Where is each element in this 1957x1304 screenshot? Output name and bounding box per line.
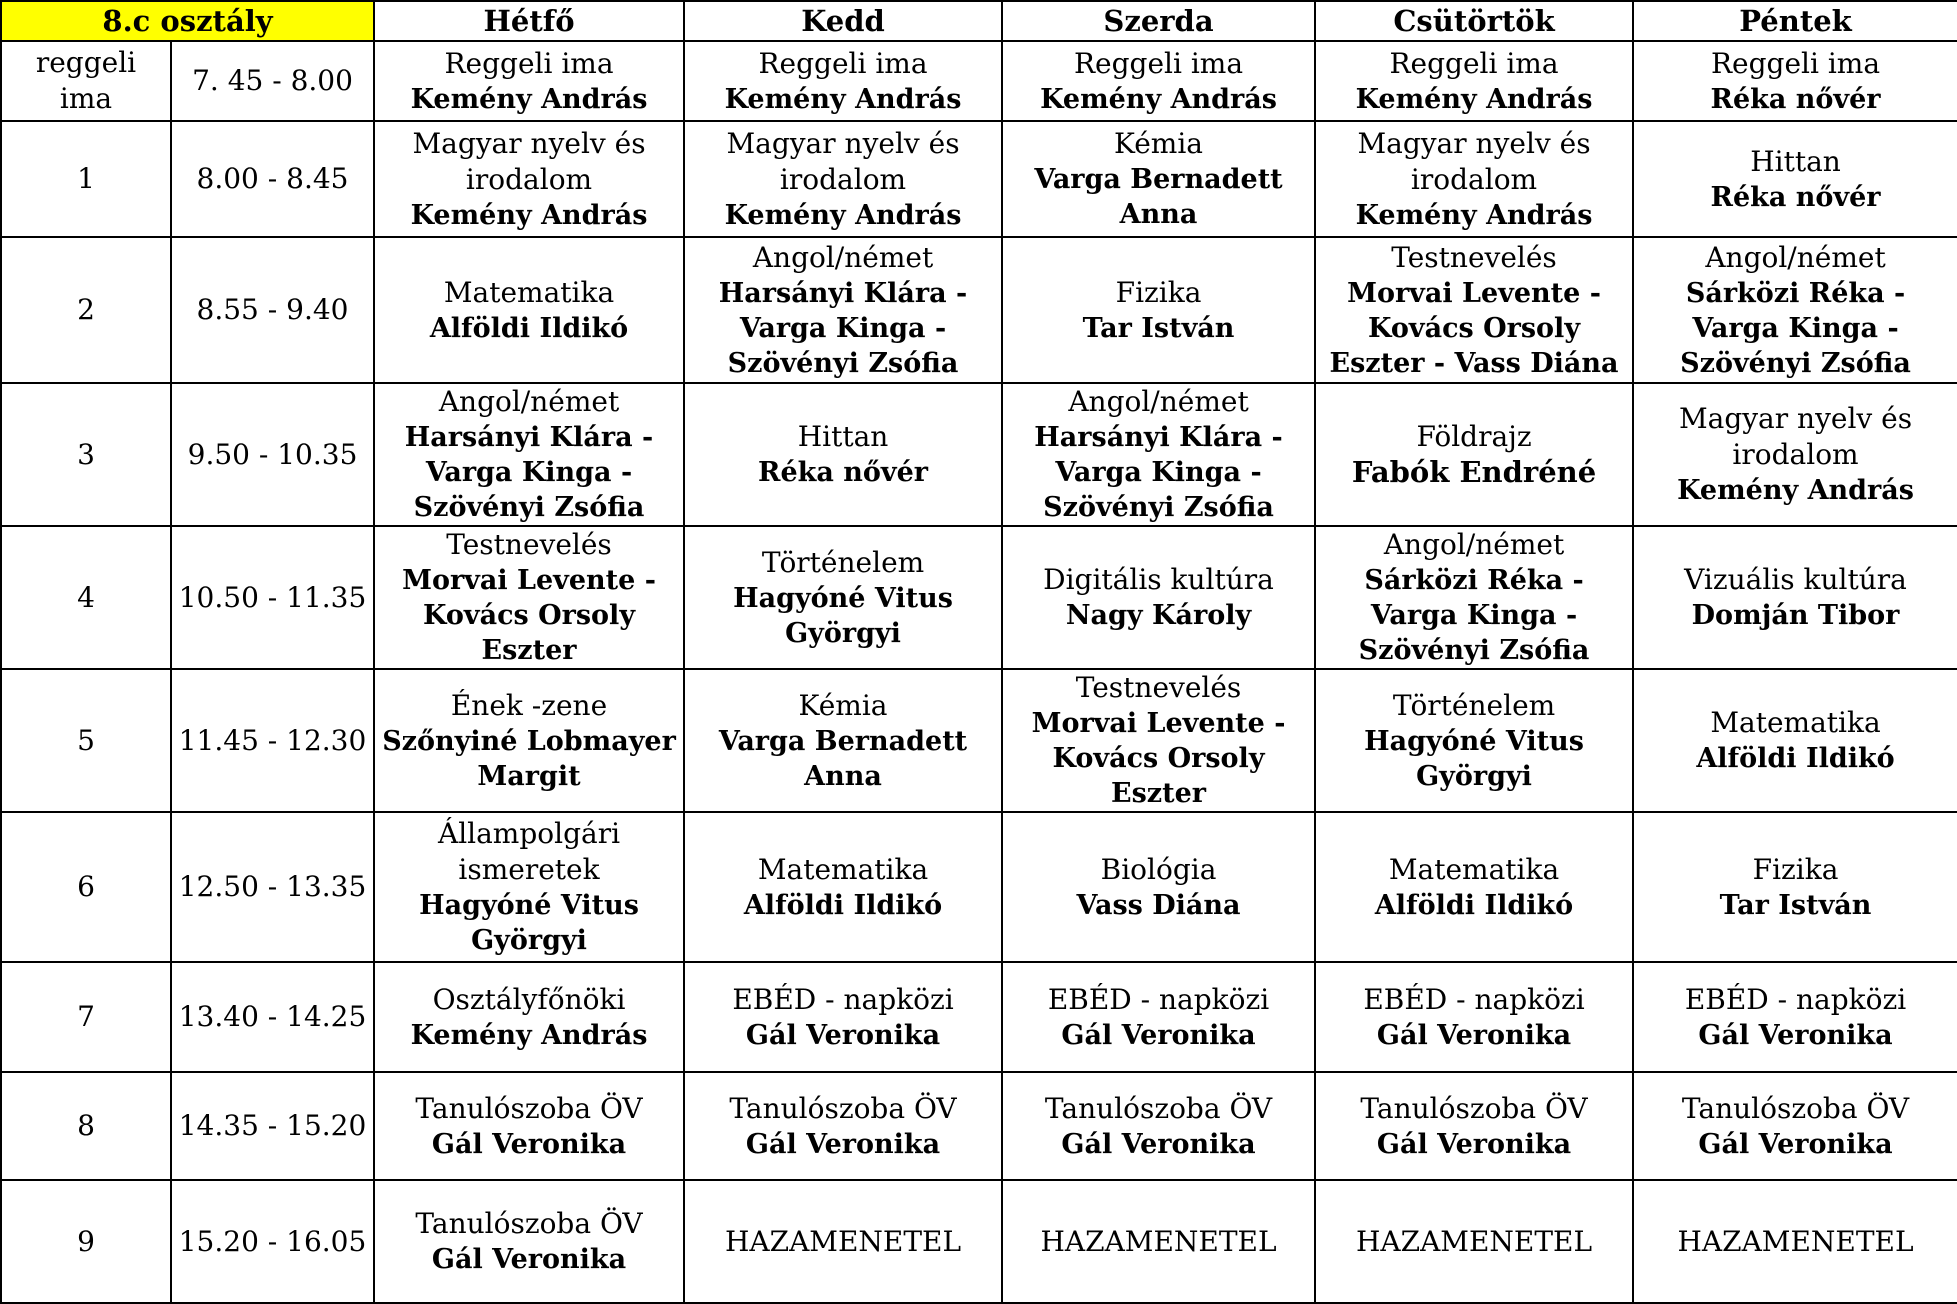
lesson-teacher: Vass Diána bbox=[1076, 889, 1241, 921]
lesson-teacher: Gál Veronika bbox=[431, 1128, 627, 1160]
lesson-cell bbox=[684, 812, 1002, 962]
lesson-subject: Reggeli ima bbox=[1073, 46, 1244, 80]
lesson-teacher: Hagyóné Vitus Györgyi bbox=[733, 582, 953, 649]
period-time: 7. 45 - 8.00 bbox=[171, 41, 374, 121]
period-number: 6 bbox=[1, 812, 171, 962]
lesson-subject: Történelem bbox=[761, 545, 925, 579]
period-time: 12.50 - 13.35 bbox=[171, 812, 374, 962]
lesson-subject: Tanulószoba ÖV bbox=[1681, 1091, 1910, 1125]
period-row bbox=[1, 526, 1957, 669]
lesson-cell bbox=[1002, 121, 1315, 237]
lesson-subject: HAZAMENETEL bbox=[724, 1224, 962, 1258]
lesson-teacher: Hagyóné Vitus Györgyi bbox=[419, 890, 639, 956]
lesson-cell bbox=[1633, 669, 1957, 812]
period-row bbox=[1, 1072, 1957, 1180]
lesson-teacher: Gál Veronika bbox=[1061, 1019, 1256, 1051]
lesson-teacher: Domján Tibor bbox=[1691, 600, 1900, 631]
lesson-cell bbox=[1002, 1180, 1315, 1303]
lesson-subject: Reggeli ima bbox=[444, 46, 614, 80]
lesson-subject: Matematika bbox=[1388, 852, 1560, 886]
lesson-subject: Osztályfőnöki bbox=[432, 982, 626, 1016]
lesson-subject: Állampolgári ismeretek bbox=[437, 817, 621, 886]
lesson-subject: Reggeli ima bbox=[1710, 46, 1881, 80]
lesson-teacher: Harsányi Klára - Varga Kinga -Szövényi Zsófia bbox=[718, 277, 968, 379]
lesson-subject: Vizuális kultúra bbox=[1684, 563, 1907, 596]
day-header: Csütörtök bbox=[1315, 1, 1633, 41]
period-number: 2 bbox=[1, 237, 171, 383]
lesson-teacher: Kemény András bbox=[724, 83, 962, 115]
lesson-subject: Digitális kultúra bbox=[1043, 563, 1274, 596]
lesson-teacher: Harsányi Klára - Varga Kinga -Szövényi Zsófia bbox=[1034, 422, 1283, 523]
lesson-teacher: Gál Veronika bbox=[431, 1244, 627, 1275]
lesson-teacher: Kemény András bbox=[724, 199, 962, 231]
period-time: 11.45 - 12.30 bbox=[171, 669, 374, 812]
period-row bbox=[1, 237, 1957, 383]
lesson-teacher: Gál Veronika bbox=[1376, 1019, 1572, 1051]
lesson-subject: Tanulószoba ÖV bbox=[415, 1091, 643, 1125]
lesson-subject: Tanulószoba ÖV bbox=[415, 1207, 643, 1240]
lesson-cell bbox=[374, 1072, 684, 1180]
period-row bbox=[1, 1180, 1957, 1303]
lesson-subject: Matematika bbox=[1710, 706, 1881, 739]
period-row bbox=[1, 812, 1957, 962]
lesson-subject: Angol/német bbox=[1383, 528, 1565, 561]
lesson-subject: Fizika bbox=[1115, 275, 1202, 309]
period-number: 4 bbox=[1, 526, 171, 669]
period-time: 13.40 - 14.25 bbox=[171, 962, 374, 1072]
period-number: 8 bbox=[1, 1072, 171, 1180]
lesson-cell bbox=[1002, 1072, 1315, 1180]
lesson-teacher: Szőnyiné Lobmayer Margit bbox=[382, 725, 676, 792]
lesson-teacher: Kemény András bbox=[1040, 83, 1277, 115]
lesson-cell bbox=[1633, 41, 1957, 121]
lesson-subject: Hittan bbox=[1750, 144, 1841, 178]
period-time: 9.50 - 10.35 bbox=[171, 383, 374, 526]
lesson-subject: Angol/német bbox=[1068, 385, 1249, 418]
header-row bbox=[1, 1, 1957, 41]
lesson-cell bbox=[374, 237, 684, 383]
lesson-teacher: Alföldi Ildikó bbox=[429, 312, 629, 344]
lesson-cell bbox=[374, 526, 684, 669]
lesson-subject: Magyar nyelv és irodalom bbox=[726, 126, 960, 196]
lesson-cell bbox=[374, 383, 684, 526]
lesson-cell bbox=[1315, 237, 1633, 383]
day-header: Szerda bbox=[1002, 1, 1315, 41]
lesson-cell bbox=[684, 41, 1002, 121]
lesson-teacher: Kemény András bbox=[410, 199, 648, 231]
lesson-cell bbox=[1633, 383, 1957, 526]
lesson-cell bbox=[1315, 526, 1633, 669]
lesson-teacher: Kemény András bbox=[1677, 475, 1914, 506]
lesson-subject: EBÉD - napközi bbox=[1684, 982, 1907, 1016]
lesson-teacher: Nagy Károly bbox=[1065, 600, 1252, 631]
period-time: 10.50 - 11.35 bbox=[171, 526, 374, 669]
period-row bbox=[1, 41, 1957, 121]
period-row bbox=[1, 962, 1957, 1072]
lesson-teacher: Tar István bbox=[1719, 889, 1872, 921]
lesson-subject: Tanulószoba ÖV bbox=[1044, 1091, 1273, 1125]
lesson-teacher: Gál Veronika bbox=[745, 1019, 941, 1051]
lesson-cell bbox=[1315, 812, 1633, 962]
lesson-subject: Testnevelés bbox=[446, 528, 612, 561]
lesson-subject: Tanulószoba ÖV bbox=[729, 1091, 957, 1125]
lesson-subject: Testnevelés bbox=[1391, 240, 1557, 274]
lesson-teacher: Gál Veronika bbox=[1698, 1019, 1893, 1051]
lesson-subject: EBÉD - napközi bbox=[1363, 982, 1585, 1016]
lesson-cell bbox=[1315, 121, 1633, 237]
lesson-teacher: Réka nővér bbox=[1710, 181, 1881, 213]
lesson-teacher: Varga Bernadett Anna bbox=[1034, 164, 1283, 230]
lesson-cell bbox=[684, 1072, 1002, 1180]
lesson-cell bbox=[374, 812, 684, 962]
lesson-cell bbox=[684, 237, 1002, 383]
period-time: 15.20 - 16.05 bbox=[171, 1180, 374, 1303]
lesson-cell bbox=[684, 962, 1002, 1072]
lesson-subject: Kémia bbox=[798, 688, 888, 722]
lesson-teacher: Kemény András bbox=[1355, 83, 1593, 115]
lesson-teacher: Harsányi Klára - Varga Kinga -Szövényi Zsófia bbox=[404, 422, 654, 523]
period-time: 14.35 - 15.20 bbox=[171, 1072, 374, 1180]
lesson-subject: HAZAMENETEL bbox=[1355, 1224, 1593, 1258]
lesson-subject: Reggeli ima bbox=[1389, 46, 1559, 80]
lesson-teacher: Gál Veronika bbox=[1698, 1128, 1893, 1160]
lesson-subject: HAZAMENETEL bbox=[1040, 1224, 1277, 1258]
lesson-subject: Testnevelés bbox=[1075, 671, 1242, 704]
lesson-subject: Angol/német bbox=[1705, 240, 1886, 274]
lesson-cell bbox=[1633, 237, 1957, 383]
lesson-teacher: Kemény András bbox=[1355, 199, 1593, 231]
lesson-subject: Magyar nyelv és irodalom bbox=[1357, 126, 1591, 196]
lesson-subject: Matematika bbox=[443, 275, 615, 309]
lesson-teacher: Kemény András bbox=[410, 1019, 648, 1051]
period-number: 3 bbox=[1, 383, 171, 526]
period-time: 8.55 - 9.40 bbox=[171, 237, 374, 383]
lesson-teacher: Réka nővér bbox=[1710, 83, 1881, 115]
lesson-subject: Ének -zene bbox=[450, 688, 608, 722]
lesson-cell bbox=[1002, 962, 1315, 1072]
lesson-teacher: Hagyóné Vitus Györgyi bbox=[1364, 725, 1584, 792]
lesson-teacher: Alföldi Ildikó bbox=[743, 889, 943, 921]
lesson-subject: Magyar nyelv és irodalom bbox=[412, 126, 646, 196]
lesson-cell bbox=[1002, 41, 1315, 121]
lesson-teacher: Morvai Levente - Kovács Orsoly Eszter bbox=[1031, 708, 1286, 809]
lesson-teacher: Sárközi Réka - Varga Kinga -Szövényi Zsófia bbox=[1358, 565, 1590, 666]
lesson-cell bbox=[1315, 383, 1633, 526]
lesson-teacher: Gál Veronika bbox=[745, 1128, 941, 1160]
lesson-cell bbox=[1002, 526, 1315, 669]
period-number: 1 bbox=[1, 121, 171, 237]
period-number: 7 bbox=[1, 962, 171, 1072]
lesson-cell bbox=[1315, 1180, 1633, 1303]
lesson-subject: Tanulószoba ÖV bbox=[1360, 1091, 1588, 1125]
lesson-subject: EBÉD - napközi bbox=[1047, 982, 1270, 1016]
lesson-teacher: Alföldi Ildikó bbox=[1696, 743, 1895, 774]
lesson-teacher: Sárközi Réka - Varga Kinga -Szövényi Zsófia bbox=[1680, 277, 1911, 379]
lesson-cell bbox=[374, 121, 684, 237]
lesson-subject: Kémia bbox=[1114, 127, 1203, 160]
lesson-cell bbox=[374, 669, 684, 812]
lesson-subject: EBÉD - napközi bbox=[732, 982, 954, 1016]
lesson-teacher: Alföldi Ildikó bbox=[1374, 889, 1574, 921]
period-number: reggeli ima bbox=[1, 41, 171, 121]
lesson-subject: Reggeli ima bbox=[758, 46, 928, 80]
lesson-cell bbox=[1315, 669, 1633, 812]
lesson-cell bbox=[1315, 41, 1633, 121]
lesson-cell bbox=[1315, 962, 1633, 1072]
lesson-cell bbox=[1633, 1180, 1957, 1303]
lesson-cell bbox=[1633, 1072, 1957, 1180]
lesson-subject: Fizika bbox=[1752, 852, 1839, 886]
lesson-teacher: Réka nővér bbox=[758, 457, 928, 488]
lesson-cell bbox=[374, 41, 684, 121]
lesson-subject: Angol/német bbox=[438, 385, 620, 418]
lesson-cell bbox=[1315, 1072, 1633, 1180]
lesson-teacher: Tar István bbox=[1082, 312, 1235, 344]
period-time: 8.00 - 8.45 bbox=[171, 121, 374, 237]
lesson-cell bbox=[684, 121, 1002, 237]
period-number: 9 bbox=[1, 1180, 171, 1303]
class-label: 8.c osztály bbox=[1, 1, 374, 41]
lesson-cell bbox=[1633, 526, 1957, 669]
lesson-subject: Angol/német bbox=[752, 240, 934, 274]
lesson-subject: Biológia bbox=[1100, 852, 1217, 886]
lesson-teacher: Varga Bernadett Anna bbox=[718, 725, 968, 792]
day-header: Hétfő bbox=[374, 1, 684, 41]
lesson-subject: HAZAMENETEL bbox=[1677, 1224, 1914, 1258]
lesson-subject: Történelem bbox=[1392, 688, 1556, 722]
period-number: 5 bbox=[1, 669, 171, 812]
lesson-cell bbox=[1002, 669, 1315, 812]
lesson-cell bbox=[1002, 383, 1315, 526]
lesson-teacher: Gál Veronika bbox=[1376, 1128, 1572, 1160]
lesson-cell bbox=[1633, 121, 1957, 237]
period-row bbox=[1, 383, 1957, 526]
lesson-subject: Matematika bbox=[757, 852, 929, 886]
lesson-teacher: Morvai Levente - Kovács Orsoly Eszter bbox=[402, 565, 656, 666]
lesson-teacher: Kemény András bbox=[410, 83, 648, 115]
lesson-cell bbox=[684, 669, 1002, 812]
lesson-cell bbox=[1002, 237, 1315, 383]
lesson-teacher: Fabók Endréné bbox=[1351, 455, 1597, 489]
period-row bbox=[1, 121, 1957, 237]
lesson-cell bbox=[374, 1180, 684, 1303]
lesson-cell bbox=[684, 1180, 1002, 1303]
lesson-cell bbox=[1633, 812, 1957, 962]
day-header: Kedd bbox=[684, 1, 1002, 41]
period-row bbox=[1, 669, 1957, 812]
lesson-teacher: Morvai Levente - Kovács Orsoly Eszter - Vass Diána bbox=[1329, 277, 1619, 379]
lesson-cell bbox=[374, 962, 684, 1072]
lesson-cell bbox=[1633, 962, 1957, 1072]
day-header: Péntek bbox=[1633, 1, 1957, 41]
lesson-cell bbox=[684, 383, 1002, 526]
lesson-cell bbox=[1002, 812, 1315, 962]
lesson-subject: Földrajz bbox=[1416, 420, 1532, 453]
lesson-subject: Hittan bbox=[797, 420, 889, 453]
lesson-subject: Magyar nyelv és irodalom bbox=[1678, 402, 1913, 471]
lesson-teacher: Gál Veronika bbox=[1061, 1128, 1256, 1160]
lesson-cell bbox=[684, 526, 1002, 669]
